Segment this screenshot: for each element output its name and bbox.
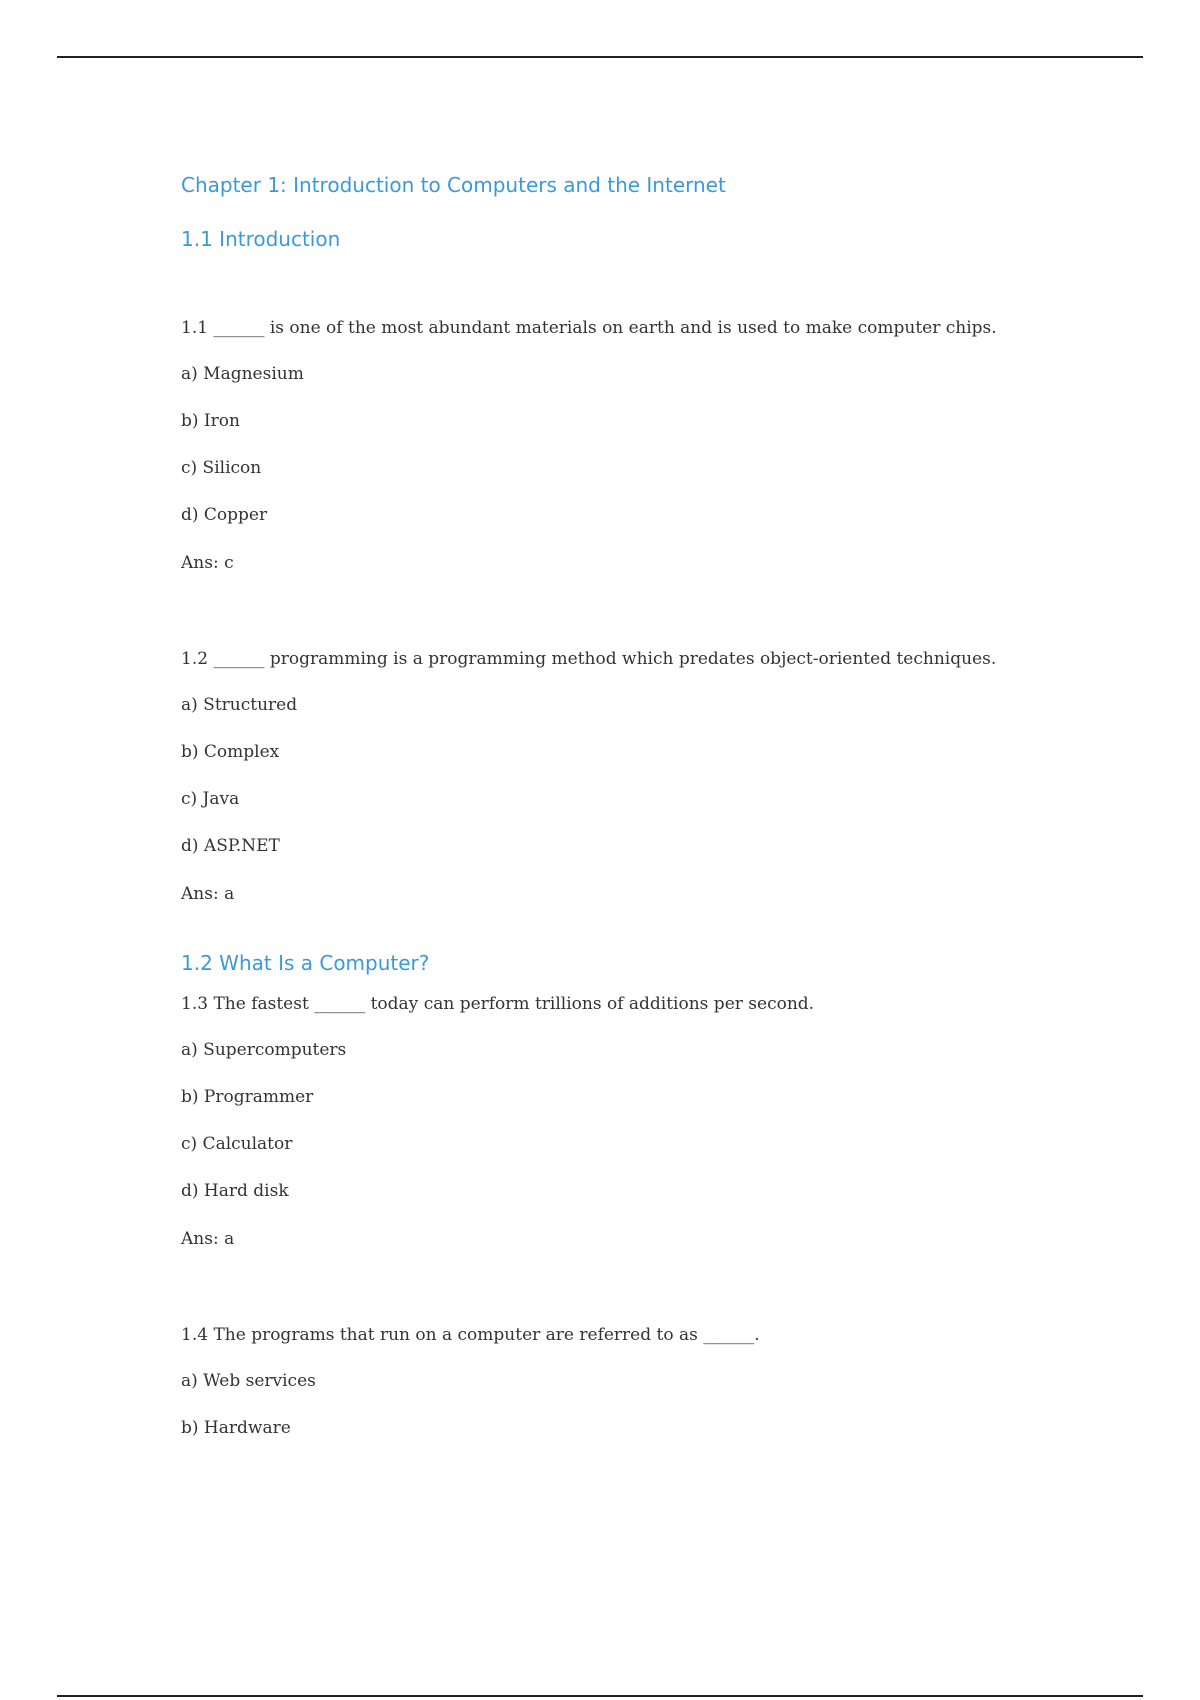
option-1-3-c: c) Calculator [181, 1134, 293, 1154]
option-1-1-d: d) Copper [181, 505, 268, 525]
top-rule [57, 56, 1143, 58]
option-1-4-b: b) Hardware [181, 1418, 291, 1438]
option-1-1-c: c) Silicon [181, 458, 262, 478]
question-1-1: 1.1 ______ is one of the most abundant materials on earth and is used to make computer chips. [181, 318, 997, 338]
option-1-1-a: a) Magnesium [181, 364, 304, 384]
section-heading-1-1: 1.1 Introduction [181, 227, 341, 251]
option-1-1-b: b) Iron [181, 411, 240, 431]
answer-1-2: Ans: a [181, 884, 235, 904]
question-1-4: 1.4 The programs that run on a computer are referred to as ______. [181, 1325, 760, 1345]
option-1-2-a: a) Structured [181, 695, 298, 715]
option-1-2-d: d) ASP.NET [181, 836, 280, 856]
option-1-4-a: a) Web services [181, 1371, 316, 1391]
chapter-title: Chapter 1: Introduction to Computers and the Internet [181, 173, 726, 197]
bottom-rule [57, 1695, 1143, 1697]
option-1-2-b: b) Complex [181, 742, 280, 762]
answer-1-3: Ans: a [181, 1229, 235, 1249]
answer-1-1: Ans: c [181, 553, 234, 573]
question-1-2: 1.2 ______ programming is a programming method which predates object-oriented techniques. [181, 649, 997, 669]
option-1-3-b: b) Programmer [181, 1087, 314, 1107]
option-1-3-d: d) Hard disk [181, 1181, 289, 1201]
option-1-3-a: a) Supercomputers [181, 1040, 347, 1060]
option-1-2-c: c) Java [181, 789, 240, 809]
section-heading-1-2: 1.2 What Is a Computer? [181, 951, 430, 975]
question-1-3: 1.3 The fastest ______ today can perform trillions of additions per second. [181, 994, 815, 1014]
